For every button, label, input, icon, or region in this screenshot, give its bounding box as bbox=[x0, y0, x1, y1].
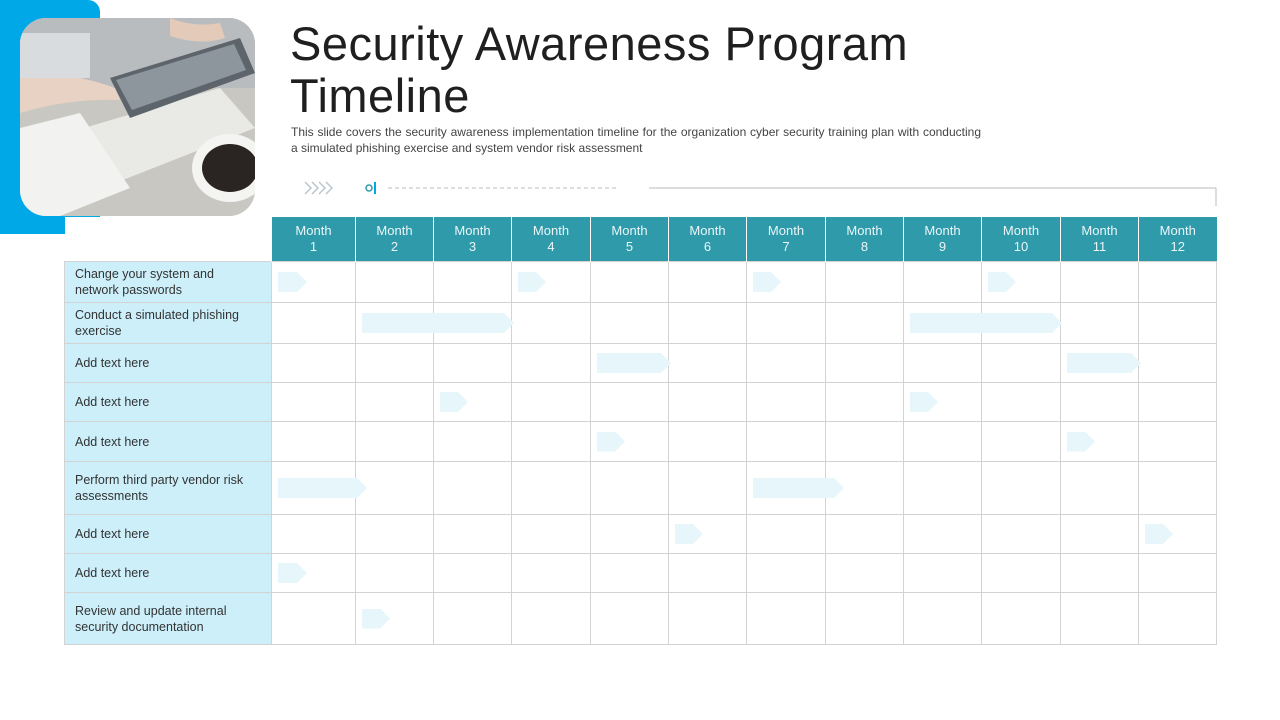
month-header-9 bbox=[904, 217, 982, 262]
timeline-cell bbox=[512, 515, 591, 554]
task-row bbox=[65, 462, 1217, 515]
timeline-cell bbox=[747, 462, 826, 515]
timeline-cell bbox=[982, 554, 1061, 593]
timeline-cell bbox=[272, 383, 356, 422]
timeline-cell bbox=[1061, 515, 1139, 554]
month-label: Month bbox=[295, 223, 332, 238]
task-label: Perform third party vendor risk assessments bbox=[65, 462, 272, 515]
timeline-cell bbox=[434, 344, 512, 383]
month-header-6 bbox=[669, 217, 747, 262]
timeline-cell bbox=[982, 383, 1061, 422]
task-label: Review and update internal security documentation bbox=[65, 593, 272, 645]
timeline-cell bbox=[747, 344, 826, 383]
timeline-bar bbox=[910, 392, 938, 412]
timeline-cell bbox=[1139, 303, 1217, 344]
timeline-cell bbox=[512, 422, 591, 462]
timeline-cell bbox=[982, 344, 1061, 383]
timeline-cell bbox=[591, 462, 669, 515]
timeline-cell bbox=[512, 344, 591, 383]
month-number: 3 bbox=[468, 239, 477, 254]
timeline-cell bbox=[591, 515, 669, 554]
month-number: 4 bbox=[547, 239, 555, 254]
timeline-cell bbox=[1139, 462, 1217, 515]
timeline-cell bbox=[826, 422, 904, 462]
month-number: 11 bbox=[1092, 239, 1107, 254]
task-row bbox=[65, 344, 1217, 383]
month-number: 10 bbox=[1013, 239, 1029, 254]
timeline-bar bbox=[753, 272, 781, 292]
timeline-cell bbox=[1139, 515, 1217, 554]
timeline-cell bbox=[356, 462, 434, 515]
month-number: 5 bbox=[625, 239, 634, 254]
header-corner bbox=[65, 217, 272, 262]
timeline-cell bbox=[356, 262, 434, 303]
timeline-cell bbox=[434, 383, 512, 422]
timeline-cell bbox=[904, 422, 982, 462]
timeline-cell bbox=[669, 344, 747, 383]
month-label: Month bbox=[611, 223, 648, 238]
timeline-cell bbox=[356, 344, 434, 383]
month-label: Month bbox=[454, 223, 491, 238]
month-header-10 bbox=[982, 217, 1061, 262]
timeline-cell bbox=[356, 303, 434, 344]
timeline-cell bbox=[982, 515, 1061, 554]
timeline-cell bbox=[669, 303, 747, 344]
month-label: Month bbox=[924, 223, 961, 238]
timeline-cell bbox=[669, 593, 747, 645]
timeline-cell bbox=[747, 593, 826, 645]
month-label: Month bbox=[1159, 223, 1196, 238]
timeline-cell bbox=[1061, 303, 1139, 344]
task-rows bbox=[65, 262, 1217, 645]
timeline-cell bbox=[272, 303, 356, 344]
timeline-cell bbox=[272, 515, 356, 554]
business-meeting-photo bbox=[20, 18, 255, 216]
timeline-cell bbox=[272, 262, 356, 303]
timeline-cell bbox=[591, 422, 669, 462]
timeline-cell bbox=[1139, 344, 1217, 383]
month-header-4 bbox=[512, 217, 591, 262]
timeline-cell bbox=[272, 593, 356, 645]
timeline-cell bbox=[1139, 554, 1217, 593]
timeline-cell bbox=[1061, 383, 1139, 422]
timeline-bar bbox=[278, 563, 307, 583]
month-number: 7 bbox=[782, 239, 790, 254]
timeline-cell bbox=[669, 515, 747, 554]
timeline-cell bbox=[904, 515, 982, 554]
timeline-cell bbox=[434, 422, 512, 462]
timeline-bar bbox=[597, 432, 625, 452]
timeline-cell bbox=[512, 462, 591, 515]
timeline-cell bbox=[826, 462, 904, 515]
timeline-cell bbox=[826, 554, 904, 593]
task-label: Add text here bbox=[65, 344, 272, 383]
timeline-bar bbox=[1145, 524, 1173, 544]
page-subtitle: This slide covers the security awareness implementation timeline for the organization cyber security training plan with conducting a simulated phishing exercise and system vendor risk assessment bbox=[291, 125, 981, 155]
timeline-cell bbox=[904, 344, 982, 383]
timeline-cell bbox=[1139, 422, 1217, 462]
timeline-cell bbox=[1061, 593, 1139, 645]
timeline-cell bbox=[356, 593, 434, 645]
timeline-table bbox=[64, 217, 1217, 645]
timeline-cell bbox=[591, 554, 669, 593]
month-label: Month bbox=[689, 223, 726, 238]
task-row bbox=[65, 593, 1217, 645]
month-number: 9 bbox=[938, 239, 947, 254]
timeline-cell bbox=[591, 303, 669, 344]
timeline-cell bbox=[591, 593, 669, 645]
timeline-cell bbox=[272, 344, 356, 383]
timeline-cell bbox=[1139, 262, 1217, 303]
month-number: 12 bbox=[1170, 239, 1185, 254]
timeline-cell bbox=[356, 422, 434, 462]
timeline-cell bbox=[904, 593, 982, 645]
task-row bbox=[65, 515, 1217, 554]
timeline-cell bbox=[669, 554, 747, 593]
timeline-cell bbox=[982, 593, 1061, 645]
timeline-cell bbox=[512, 554, 591, 593]
task-label: Add text here bbox=[65, 383, 272, 422]
timeline-cell bbox=[1139, 383, 1217, 422]
timeline-cell bbox=[1139, 593, 1217, 645]
timeline-cell bbox=[1061, 262, 1139, 303]
timeline-dot-icon bbox=[366, 185, 372, 191]
task-label: Change your system and network passwords bbox=[65, 262, 272, 303]
timeline-cell bbox=[826, 303, 904, 344]
month-label: Month bbox=[1002, 223, 1040, 238]
timeline-bar bbox=[597, 353, 671, 373]
month-header-8 bbox=[826, 217, 904, 262]
timeline-cell bbox=[982, 262, 1061, 303]
timeline-cell bbox=[356, 554, 434, 593]
timeline-cell bbox=[434, 515, 512, 554]
month-header-7 bbox=[747, 217, 826, 262]
timeline-cell bbox=[747, 554, 826, 593]
timeline-cell bbox=[434, 554, 512, 593]
month-header-5 bbox=[591, 217, 669, 262]
month-header-3 bbox=[434, 217, 512, 262]
month-header-2 bbox=[356, 217, 434, 262]
timeline-cell bbox=[904, 383, 982, 422]
timeline-bar bbox=[278, 478, 367, 498]
timeline-cell bbox=[747, 515, 826, 554]
month-number: 2 bbox=[390, 239, 399, 254]
timeline-bar bbox=[1067, 353, 1141, 373]
timeline-cell bbox=[1061, 462, 1139, 515]
timeline-cell bbox=[669, 383, 747, 422]
timeline-cell bbox=[982, 422, 1061, 462]
chevrons-icon bbox=[305, 182, 332, 194]
timeline-cell bbox=[904, 303, 982, 344]
timeline-cell bbox=[669, 462, 747, 515]
timeline-bar bbox=[988, 272, 1016, 292]
task-row bbox=[65, 554, 1217, 593]
task-row bbox=[65, 422, 1217, 462]
decorative-header-line bbox=[300, 176, 1230, 206]
task-label: Add text here bbox=[65, 515, 272, 554]
timeline-cell bbox=[826, 383, 904, 422]
timeline-cell bbox=[1061, 422, 1139, 462]
timeline-cell bbox=[669, 422, 747, 462]
month-header-12 bbox=[1139, 217, 1217, 262]
timeline-cell bbox=[356, 383, 434, 422]
timeline-cell bbox=[1061, 554, 1139, 593]
timeline-cell bbox=[747, 262, 826, 303]
timeline-cell bbox=[512, 262, 591, 303]
timeline-bar bbox=[1067, 432, 1095, 452]
timeline-cell bbox=[826, 593, 904, 645]
timeline-cell bbox=[982, 303, 1061, 344]
month-number: 6 bbox=[703, 239, 712, 254]
timeline-cell bbox=[747, 383, 826, 422]
month-label: Month bbox=[1081, 223, 1118, 238]
timeline-cell bbox=[1061, 344, 1139, 383]
timeline-cell bbox=[826, 262, 904, 303]
timeline-bar bbox=[362, 609, 390, 629]
timeline-bar bbox=[518, 272, 546, 292]
month-label: Month bbox=[376, 223, 413, 238]
timeline-bar bbox=[278, 272, 307, 292]
page-title: Security Awareness Program Timeline bbox=[290, 17, 909, 122]
task-label: Conduct a simulated phishing exercise bbox=[65, 303, 272, 344]
timeline-cell bbox=[591, 344, 669, 383]
timeline-cell bbox=[512, 383, 591, 422]
timeline-cell bbox=[826, 515, 904, 554]
task-label: Add text here bbox=[65, 554, 272, 593]
task-row bbox=[65, 262, 1217, 303]
month-header-11 bbox=[1061, 217, 1139, 262]
timeline-cell bbox=[669, 262, 747, 303]
timeline-cell bbox=[272, 422, 356, 462]
timeline-cell bbox=[434, 262, 512, 303]
timeline-cell bbox=[512, 593, 591, 645]
timeline-cell bbox=[434, 462, 512, 515]
timeline-cell bbox=[904, 462, 982, 515]
timeline-cell bbox=[591, 262, 669, 303]
task-row bbox=[65, 303, 1217, 344]
month-header-row bbox=[65, 217, 1217, 262]
timeline-cell bbox=[272, 554, 356, 593]
month-label: Month bbox=[846, 223, 883, 238]
month-label: Month bbox=[532, 223, 570, 238]
timeline-cell bbox=[434, 593, 512, 645]
month-label: Month bbox=[767, 223, 805, 238]
timeline-cell bbox=[982, 462, 1061, 515]
timeline-cell bbox=[434, 303, 512, 344]
month-number: 1 bbox=[309, 239, 318, 254]
timeline-cell bbox=[747, 422, 826, 462]
timeline-cell bbox=[826, 344, 904, 383]
timeline-bar bbox=[675, 524, 703, 544]
timeline-cell bbox=[356, 515, 434, 554]
timeline-cell bbox=[904, 262, 982, 303]
timeline-cell bbox=[747, 303, 826, 344]
timeline-cell bbox=[512, 303, 591, 344]
timeline-bar bbox=[440, 392, 468, 412]
task-label: Add text here bbox=[65, 422, 272, 462]
month-number: 8 bbox=[860, 239, 869, 254]
timeline-cell bbox=[591, 383, 669, 422]
timeline-cell bbox=[272, 462, 356, 515]
timeline-cell bbox=[904, 554, 982, 593]
month-header-1 bbox=[272, 217, 356, 262]
task-row bbox=[65, 383, 1217, 422]
